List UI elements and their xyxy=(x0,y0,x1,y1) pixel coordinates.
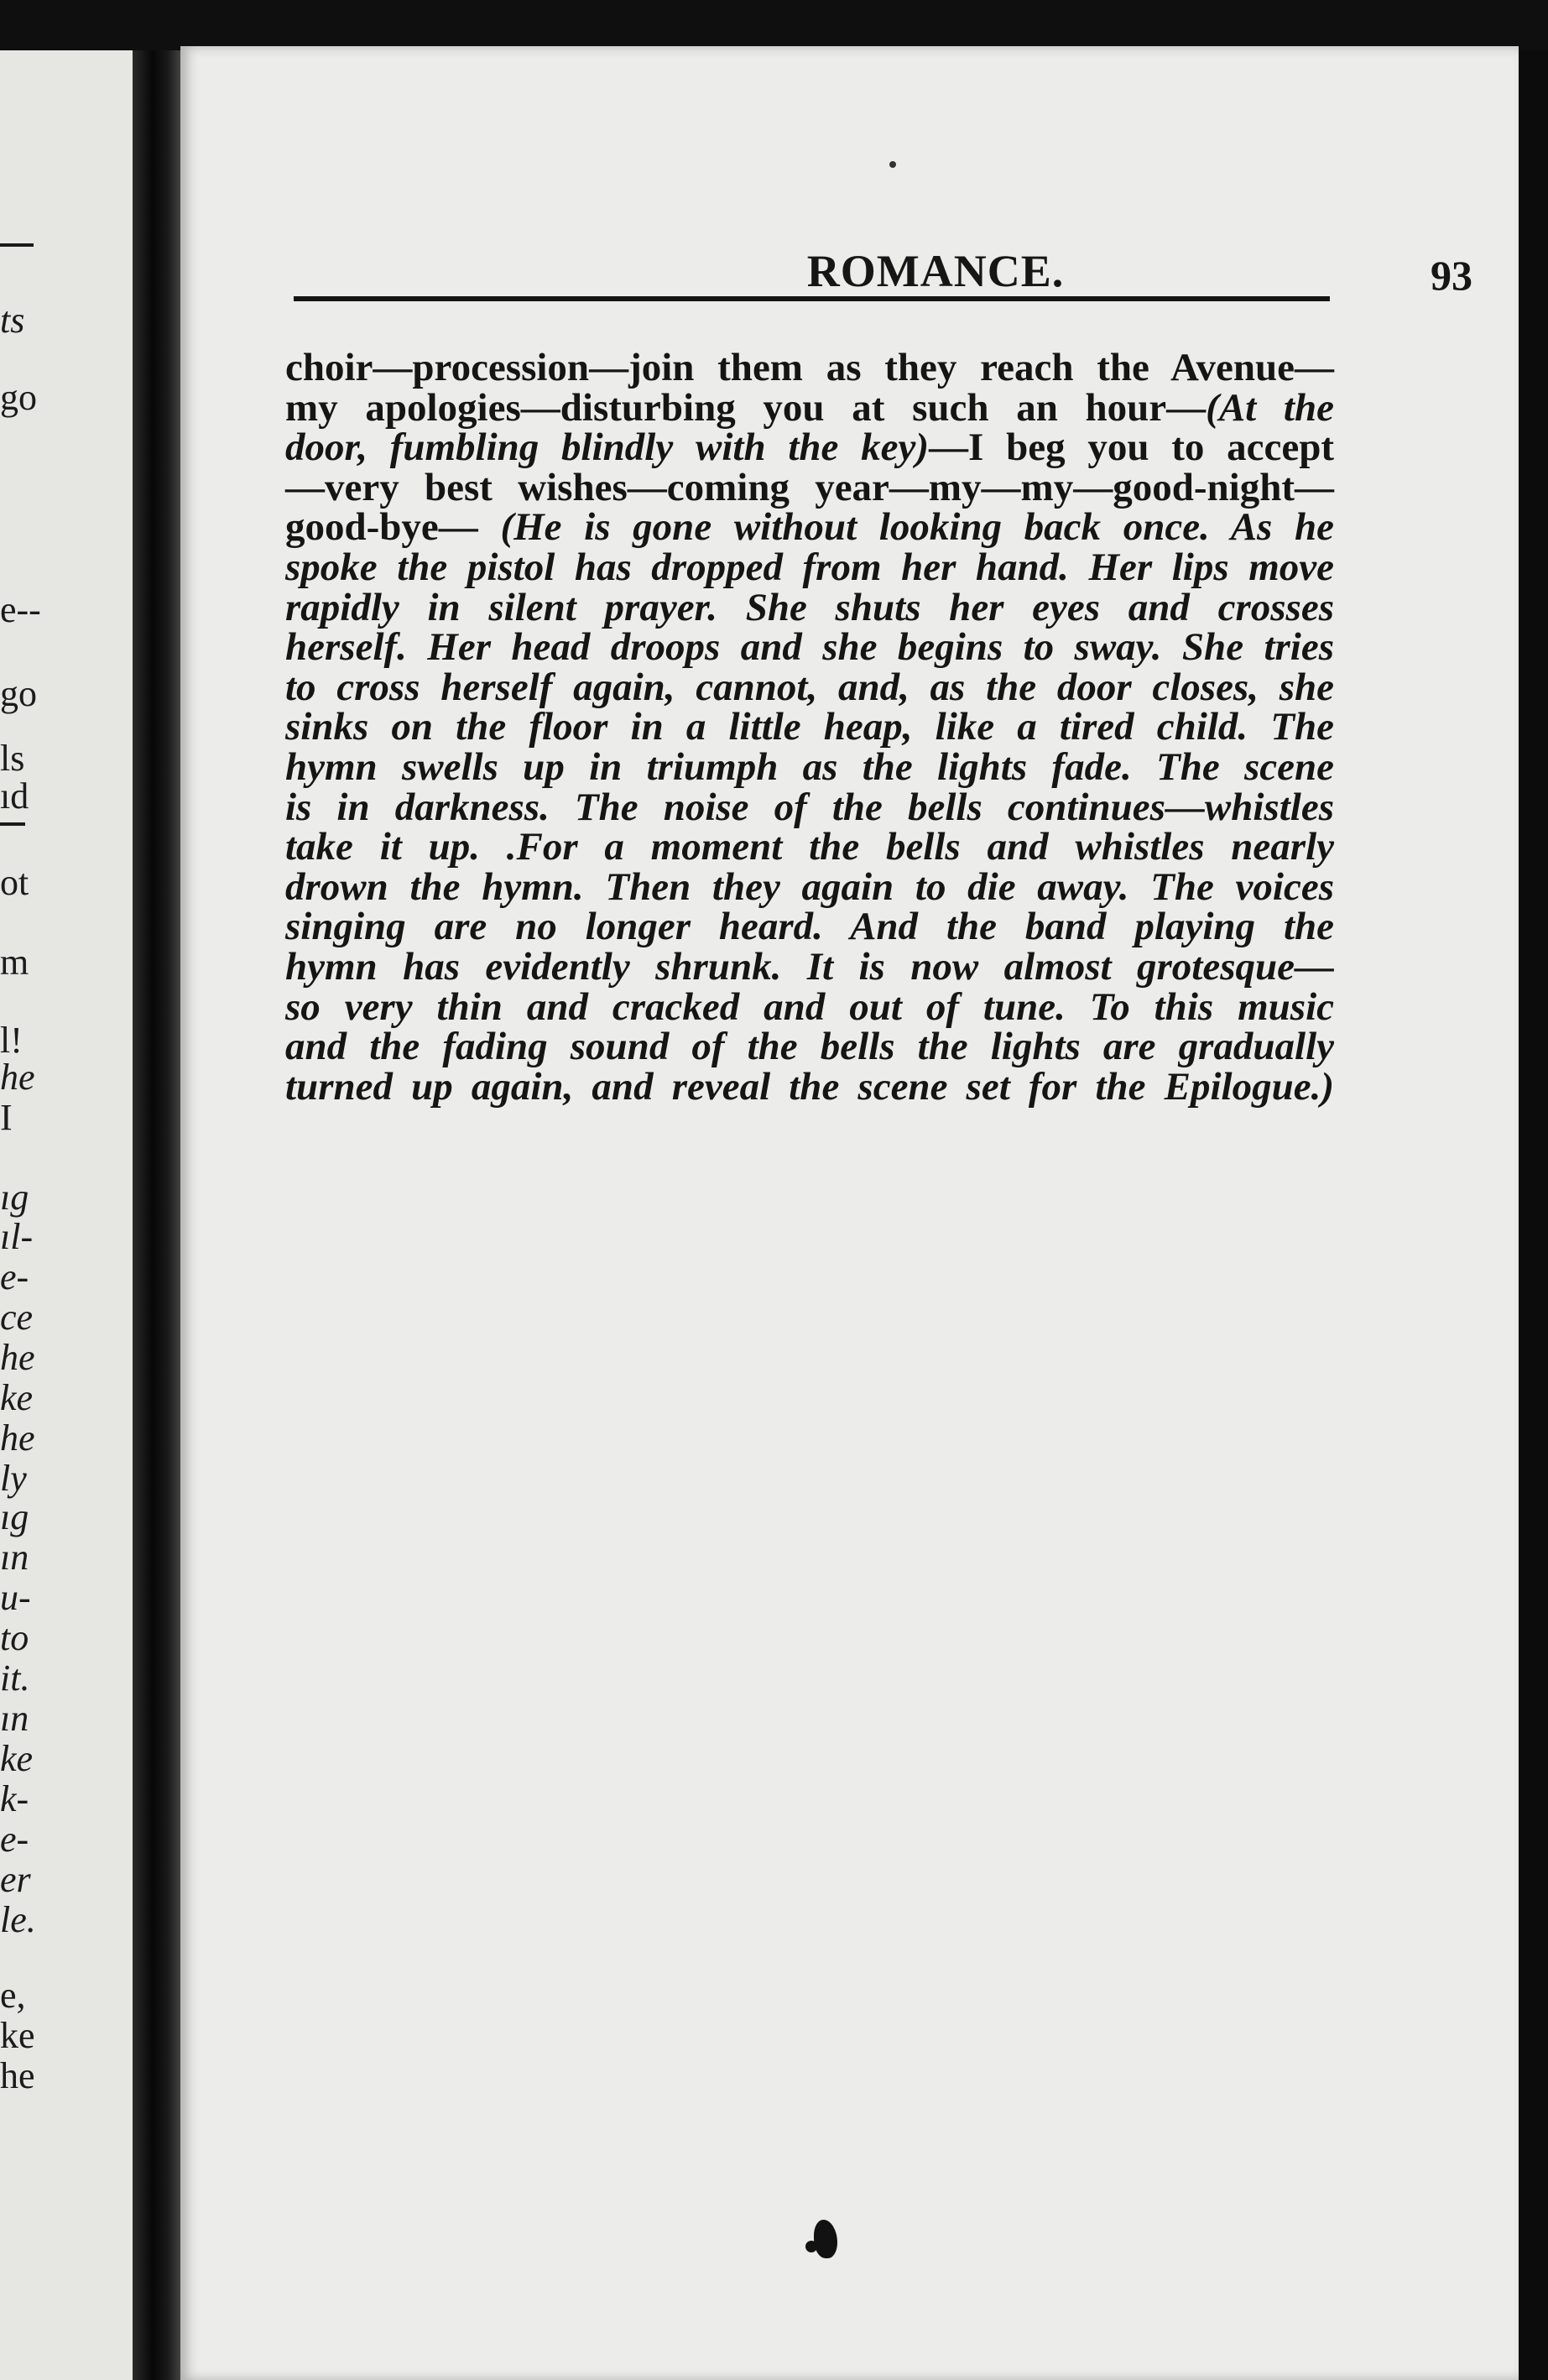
stage-direction-text: rapidly in silent prayer. She shuts her eyes and crosses xyxy=(285,585,1334,629)
stage-direction-text: (At the xyxy=(1206,385,1334,430)
previous-page-fragment: e- xyxy=(0,1819,29,1860)
stage-direction-text: take it up. .For a moment the bells and whistles nearly xyxy=(285,825,1334,869)
previous-page-fragment: ly xyxy=(0,1458,27,1499)
previous-page-fragment: it. xyxy=(0,1657,30,1699)
stage-direction-text: spoke the pistol has dropped from her hand. Her lips move xyxy=(285,545,1334,589)
header-rule xyxy=(294,296,1330,301)
page-header xyxy=(294,199,1510,299)
stage-direction-text: and the fading sound of the bells the lights are gradually xyxy=(285,1025,1334,1069)
previous-page-fragment: e-- xyxy=(0,589,41,630)
text-line xyxy=(285,984,1334,1029)
previous-page-fragment: k- xyxy=(0,1778,29,1819)
previous-page-fragment: ot xyxy=(0,862,29,903)
previous-page-rule xyxy=(0,822,25,826)
text-line xyxy=(285,827,1334,868)
dialogue-text: good-bye— xyxy=(285,505,501,550)
previous-page-rule xyxy=(0,243,34,247)
previous-page-fragment: ıd xyxy=(0,775,29,817)
text-line xyxy=(285,944,1334,989)
text-line xyxy=(285,385,1334,430)
text-line xyxy=(285,545,1334,589)
ink-blot xyxy=(814,2220,837,2258)
scan-right-border xyxy=(1519,50,1548,2380)
stage-direction-text: (He is gone without looking back once. As he xyxy=(500,505,1335,550)
stage-direction-text: turned up again, and reveal the scene set for the Epilogue.) xyxy=(285,1064,1334,1109)
stage-direction-text: drown the hymn. Then they again to die away. The voices xyxy=(285,864,1334,909)
previous-page-fragment: he xyxy=(0,1337,35,1378)
previous-page-fragment: ın xyxy=(0,1698,29,1739)
dialogue-text: —I beg you to accept xyxy=(929,425,1334,470)
previous-page-fragment: l! xyxy=(0,1020,23,1061)
previous-page-fragment: m xyxy=(0,942,29,983)
body-text xyxy=(285,348,1334,1107)
previous-page-fragment: go xyxy=(0,673,37,714)
previous-page-fragment: to xyxy=(0,1617,29,1658)
previous-page-fragment: he xyxy=(0,1417,35,1459)
previous-page-fragment: ke xyxy=(0,1738,34,1779)
previous-page-fragment: le. xyxy=(0,1899,36,1940)
previous-page-fragment: e, xyxy=(0,1975,26,2016)
stage-direction-text: sinks on the floor in a little heap, like a tired child. The xyxy=(285,705,1334,749)
stage-direction-text: hymn has evidently shrunk. It is now almost grotesque— xyxy=(285,944,1334,989)
previous-page-fragment: ın xyxy=(0,1537,29,1578)
book-gutter xyxy=(133,50,183,2380)
text-line xyxy=(285,1064,1334,1109)
previous-page-fragment: ts xyxy=(0,300,25,341)
stage-direction-text: singing are no longer heard. And the band playing the xyxy=(285,905,1334,949)
page-number: 93 xyxy=(1431,252,1472,299)
previous-page-fragment: ıg xyxy=(0,1496,29,1537)
previous-page-fragment: ıl- xyxy=(0,1216,34,1257)
previous-page-fragment: e- xyxy=(0,1256,29,1297)
text-line xyxy=(285,665,1334,709)
text-line xyxy=(285,505,1335,550)
previous-page-fragment: he xyxy=(0,2055,35,2096)
ink-blot xyxy=(805,2241,817,2252)
text-line xyxy=(285,744,1334,789)
text-line xyxy=(285,465,1334,509)
text-line xyxy=(285,625,1334,670)
previous-page-fragment: I xyxy=(0,1097,13,1138)
stage-direction-text: so very thin and cracked and out of tune. To this music xyxy=(285,984,1334,1029)
previous-page-fragment: ke xyxy=(0,1377,34,1418)
dialogue-text: —very best wishes—coming year—my—my—good-night— xyxy=(285,465,1334,509)
previous-page-fragment: go xyxy=(0,377,37,418)
stage-direction-text: to cross herself again, cannot, and, as the door closes, she xyxy=(285,665,1334,709)
dialogue-text: my apologies—disturbing you at such an hour— xyxy=(285,385,1207,430)
previous-page-fragment: ce xyxy=(0,1297,34,1338)
text-line xyxy=(285,864,1334,909)
text-line xyxy=(285,585,1334,629)
stage-direction-text: herself. Her head droops and she begins to sway. She tries xyxy=(285,625,1334,670)
previous-page-fragment: ke xyxy=(0,2015,35,2056)
text-line xyxy=(285,707,1334,748)
text-line xyxy=(285,1027,1334,1067)
text-line xyxy=(285,907,1334,947)
text-line xyxy=(285,348,1334,389)
text-line xyxy=(285,785,1334,829)
dialogue-text: choir—procession—join them as they reach the Avenue— xyxy=(285,346,1334,389)
stage-direction-text: door, fumbling blindly with the key) xyxy=(285,425,930,470)
previous-page-fragment: ıg xyxy=(0,1177,29,1218)
print-speck xyxy=(889,161,896,168)
previous-page-fragment: he xyxy=(0,1057,35,1098)
stage-direction-text: is in darkness. The noise of the bells continues—whistles xyxy=(285,785,1334,829)
text-line xyxy=(285,425,1334,470)
previous-page-fragment: er xyxy=(0,1859,31,1900)
previous-page-fragment: u- xyxy=(0,1577,31,1618)
running-title: ROMANCE. xyxy=(806,246,1065,296)
stage-direction-text: hymn swells up in triumph as the lights fade. The scene xyxy=(285,744,1334,789)
book-page xyxy=(180,46,1519,2380)
previous-page-fragment: ls xyxy=(0,738,25,779)
